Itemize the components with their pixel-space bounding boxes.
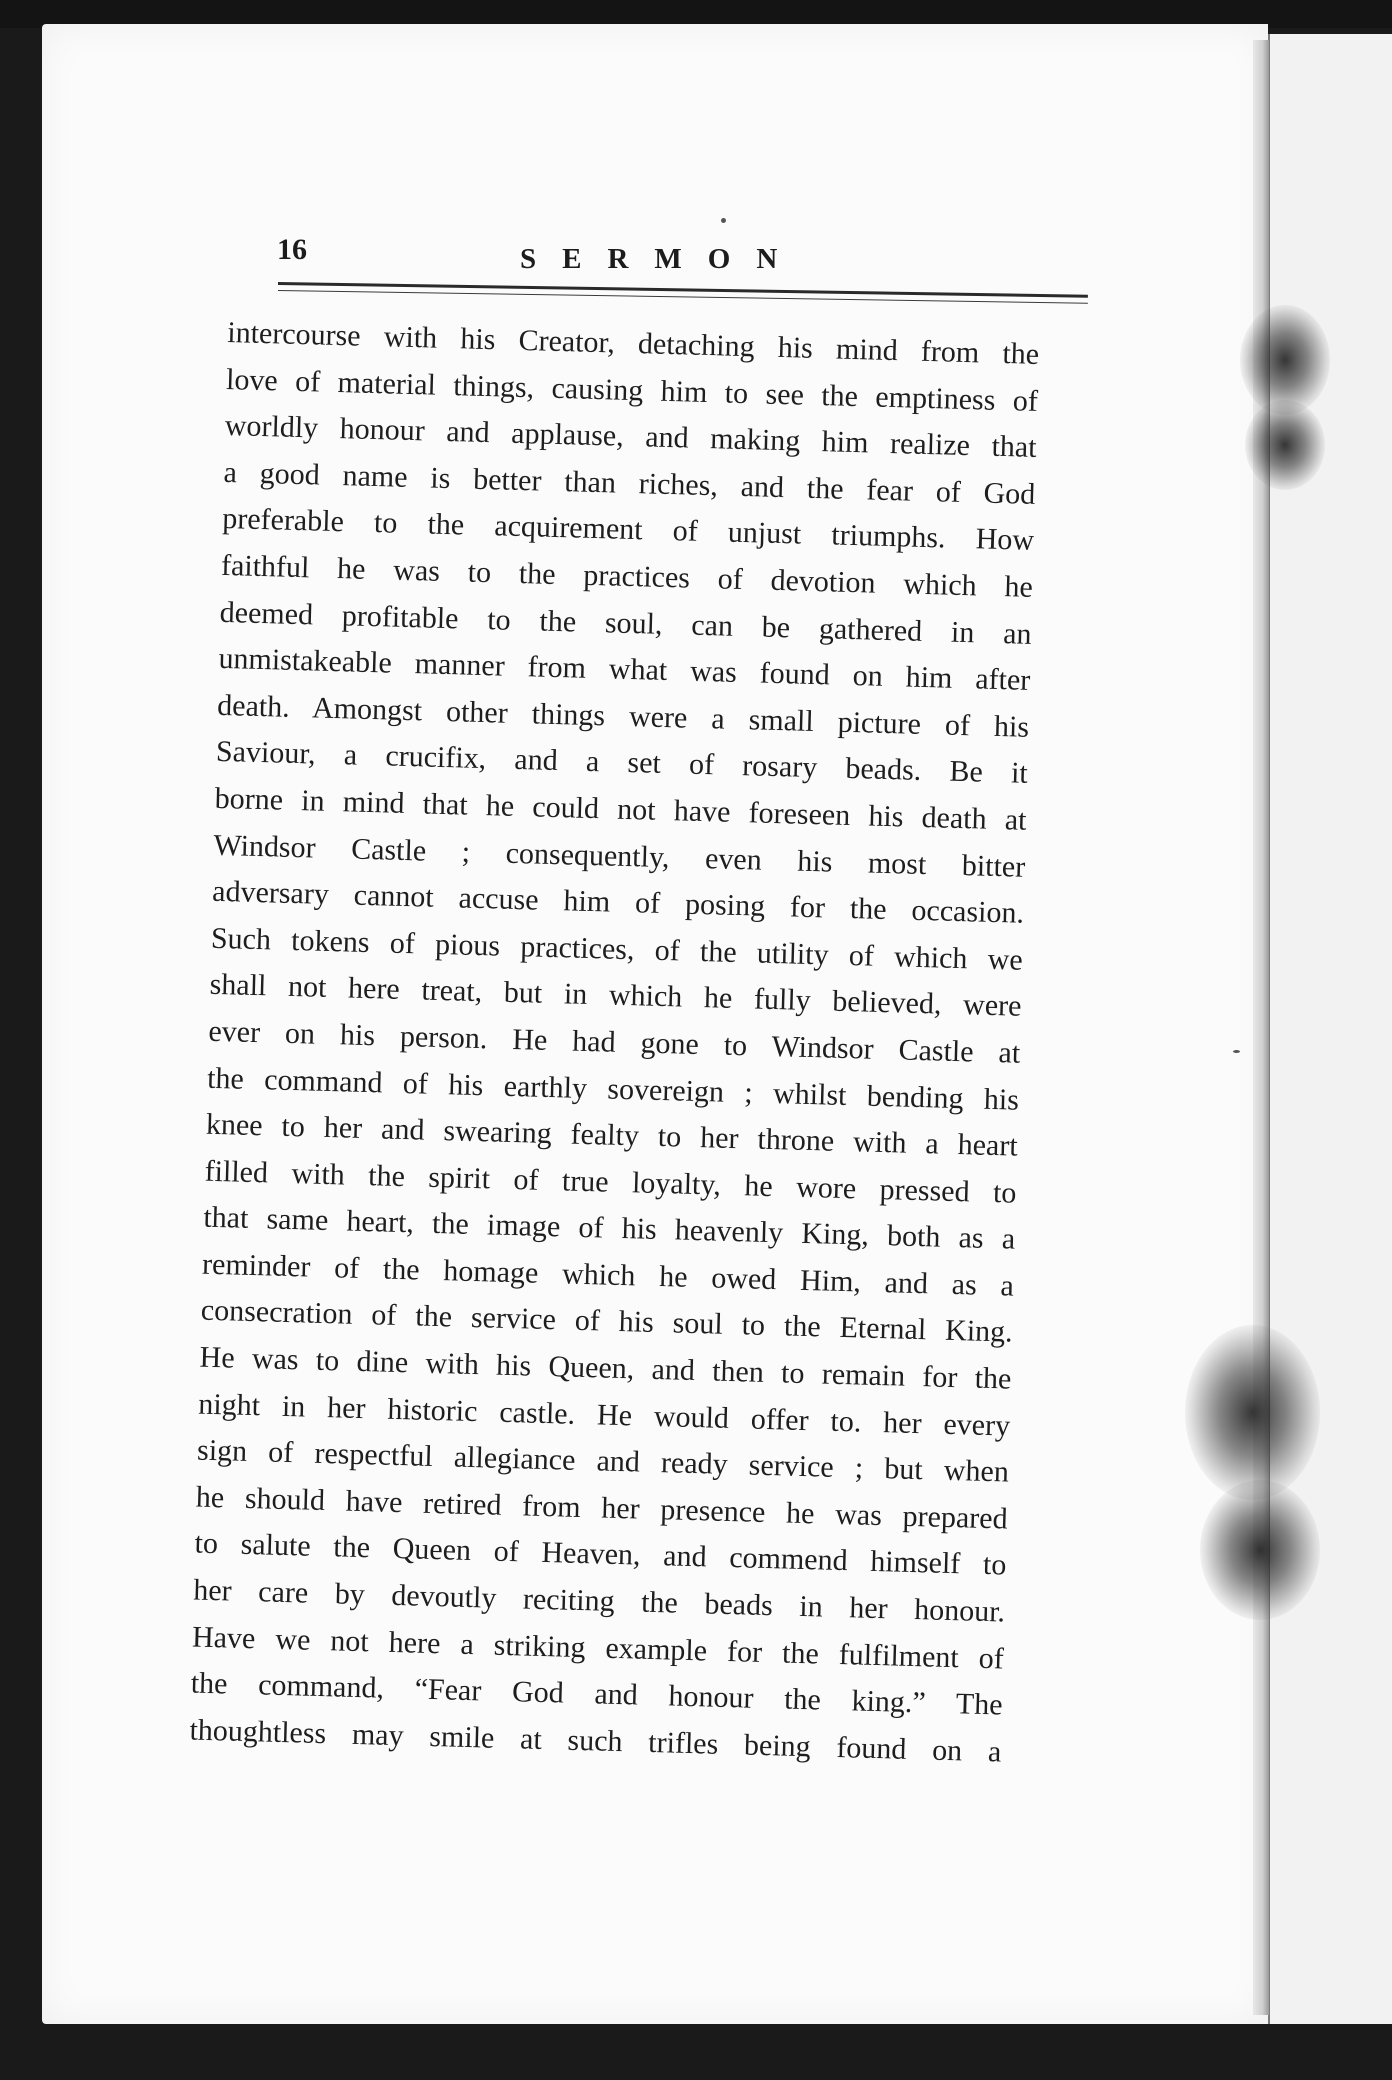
body-text (189, 310, 1228, 1781)
text-line: to salute the Queen of Heaven, and commend himself to (194, 1526, 1007, 1582)
text-line: Have we not here a striking example for the fulfilment of (191, 1620, 1005, 1676)
text-line: preferable to the acquirement of unjust triumphs. How (221, 502, 1035, 558)
binding-stain (1200, 1480, 1320, 1620)
text-line: sign of respectful allegiance and ready service ; but when (196, 1433, 1010, 1489)
text-line: Such tokens of pious practices, of the utility of which we (210, 921, 1024, 977)
page-number: 16 (277, 233, 307, 266)
text-line: deemed profitable to the soul, can be gathered in an (219, 595, 1032, 651)
text-line: He was to dine with his Queen, and then to remain for the (199, 1340, 1012, 1396)
text-line: faithful he was to the practices of devotion which he (220, 548, 1034, 604)
text-line: Saviour, a crucifix, and a set of rosary beads. Be it (215, 735, 1029, 791)
text-line: unmistakeable manner from what was found on him after (218, 642, 1031, 697)
text-line: filled with the spirit of true loyalty, he wore pressed to (204, 1154, 1017, 1210)
text-line: reminder of the homage which he owed Him, and as a (201, 1247, 1015, 1303)
text-line: night in her historic castle. He would offer to. her every (197, 1387, 1011, 1443)
text-line: knee to her and swearing fealty to her throne with a heart (205, 1107, 1019, 1163)
running-head: SERMON (520, 243, 804, 275)
text-line: Windsor Castle ; consequently, even his most bitter (213, 828, 1026, 884)
text-line: thoughtless may smile at such trifles being found on a (189, 1713, 1002, 1769)
text-line: her care by devoutly reciting the beads in her honour. (192, 1573, 1006, 1629)
text-line: intercourse with his Creator, detaching his mind from the (226, 315, 1040, 371)
ink-speck (721, 218, 726, 223)
text-line: the command of his earthly sovereign ; whilst bending his (206, 1061, 1020, 1117)
text-line: love of material things, causing him to see the emptiness of (225, 362, 1039, 418)
text-line: ever on his person. He had gone to Windsor Castle at (208, 1014, 1021, 1070)
binding-stain (1185, 1325, 1320, 1500)
text-line: that same heart, the image of his heavenly King, both as a (202, 1200, 1016, 1256)
text-line: borne in mind that he could not have foreseen his death at (214, 781, 1027, 837)
text-line: a good name is better than riches, and the fear of God (223, 455, 1036, 511)
text-line: worldly honour and applause, and making him realize that (224, 409, 1038, 465)
text-line: he should have retired from her presence he was prepared (195, 1480, 1009, 1536)
text-line: adversary cannot accuse him of posing for the occasion. (211, 874, 1025, 930)
binding-stain (1245, 400, 1325, 490)
ink-speck (1233, 1050, 1240, 1053)
binding-stain (1240, 305, 1330, 415)
text-line: shall not here treat, but in which he fully believed, were (209, 968, 1022, 1024)
text-line: consecration of the service of his soul to the Eternal King. (200, 1294, 1014, 1350)
text-line: death. Amongst other things were a small picture of his (216, 688, 1030, 744)
text-line: the command, “Fear God and honour the king.” The (190, 1666, 1003, 1722)
